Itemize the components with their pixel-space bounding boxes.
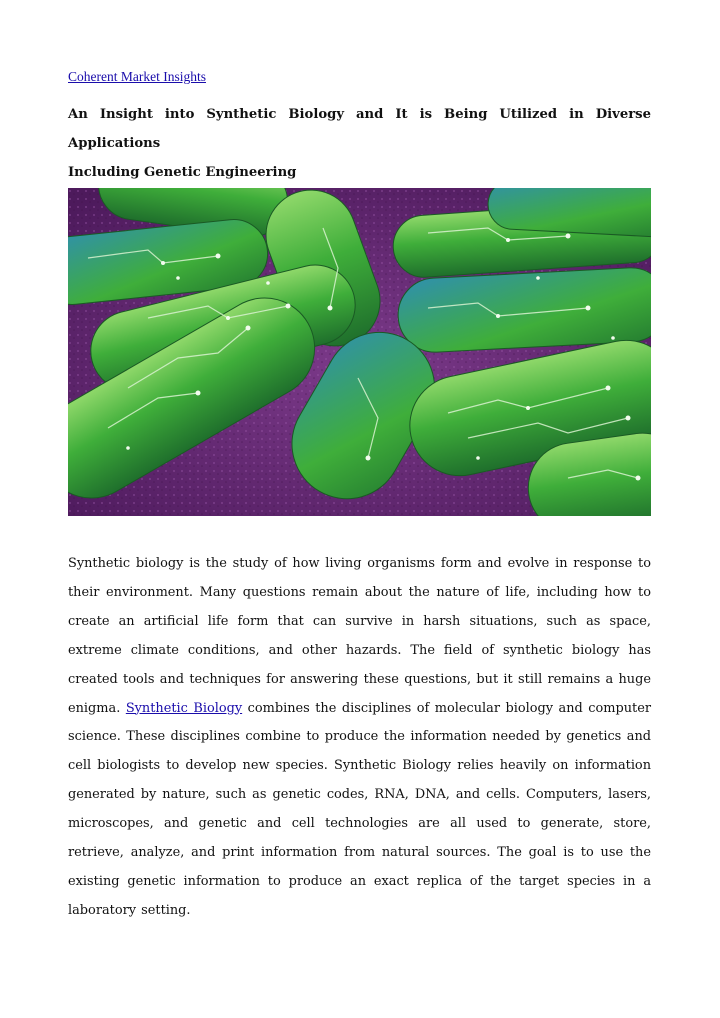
article-title-line-2: Including Genetic Engineering [68, 165, 297, 180]
site-link[interactable]: Coherent Market Insights [68, 69, 206, 84]
article-body-paragraph [68, 550, 651, 926]
synthetic-biology-link[interactable]: Synthetic Biology [125, 700, 243, 716]
article-title-line-1: An Insight into Synthetic Biology and It is Being Utilized in Diverse Applications [68, 107, 651, 151]
paragraph-text-part-1: Synthetic biology is the study of how living organisms form and evolve in response to their environment. Many questions remain about the nature of life, including how to create an artificial life form that can survive in harsh situations, such as space, extreme climate conditions, and other hazards. The field of synthetic biology has created tools and techniques for answering these questions, but it still remains a huge enigma. [68, 556, 651, 716]
article-title [68, 100, 651, 187]
paragraph-text-part-2: combines the disciplines of molecular biology and computer science. These disciplines combine to produce the information needed by genetics and cell biologists to develop new species. Synthetic Biology relies heavily on information generated by nature, such as genetic codes, RNA, DNA, and cells. Computers, lasers, microscopes, and genetic and cell technologies are all used to generate, store, retrieve, analyze, and print information from natural sources. The goal is to use the existing genetic information to produce an exact replica of the target species in a laboratory setting. [68, 700, 651, 918]
bacteria-circuit-illustration [68, 188, 651, 516]
